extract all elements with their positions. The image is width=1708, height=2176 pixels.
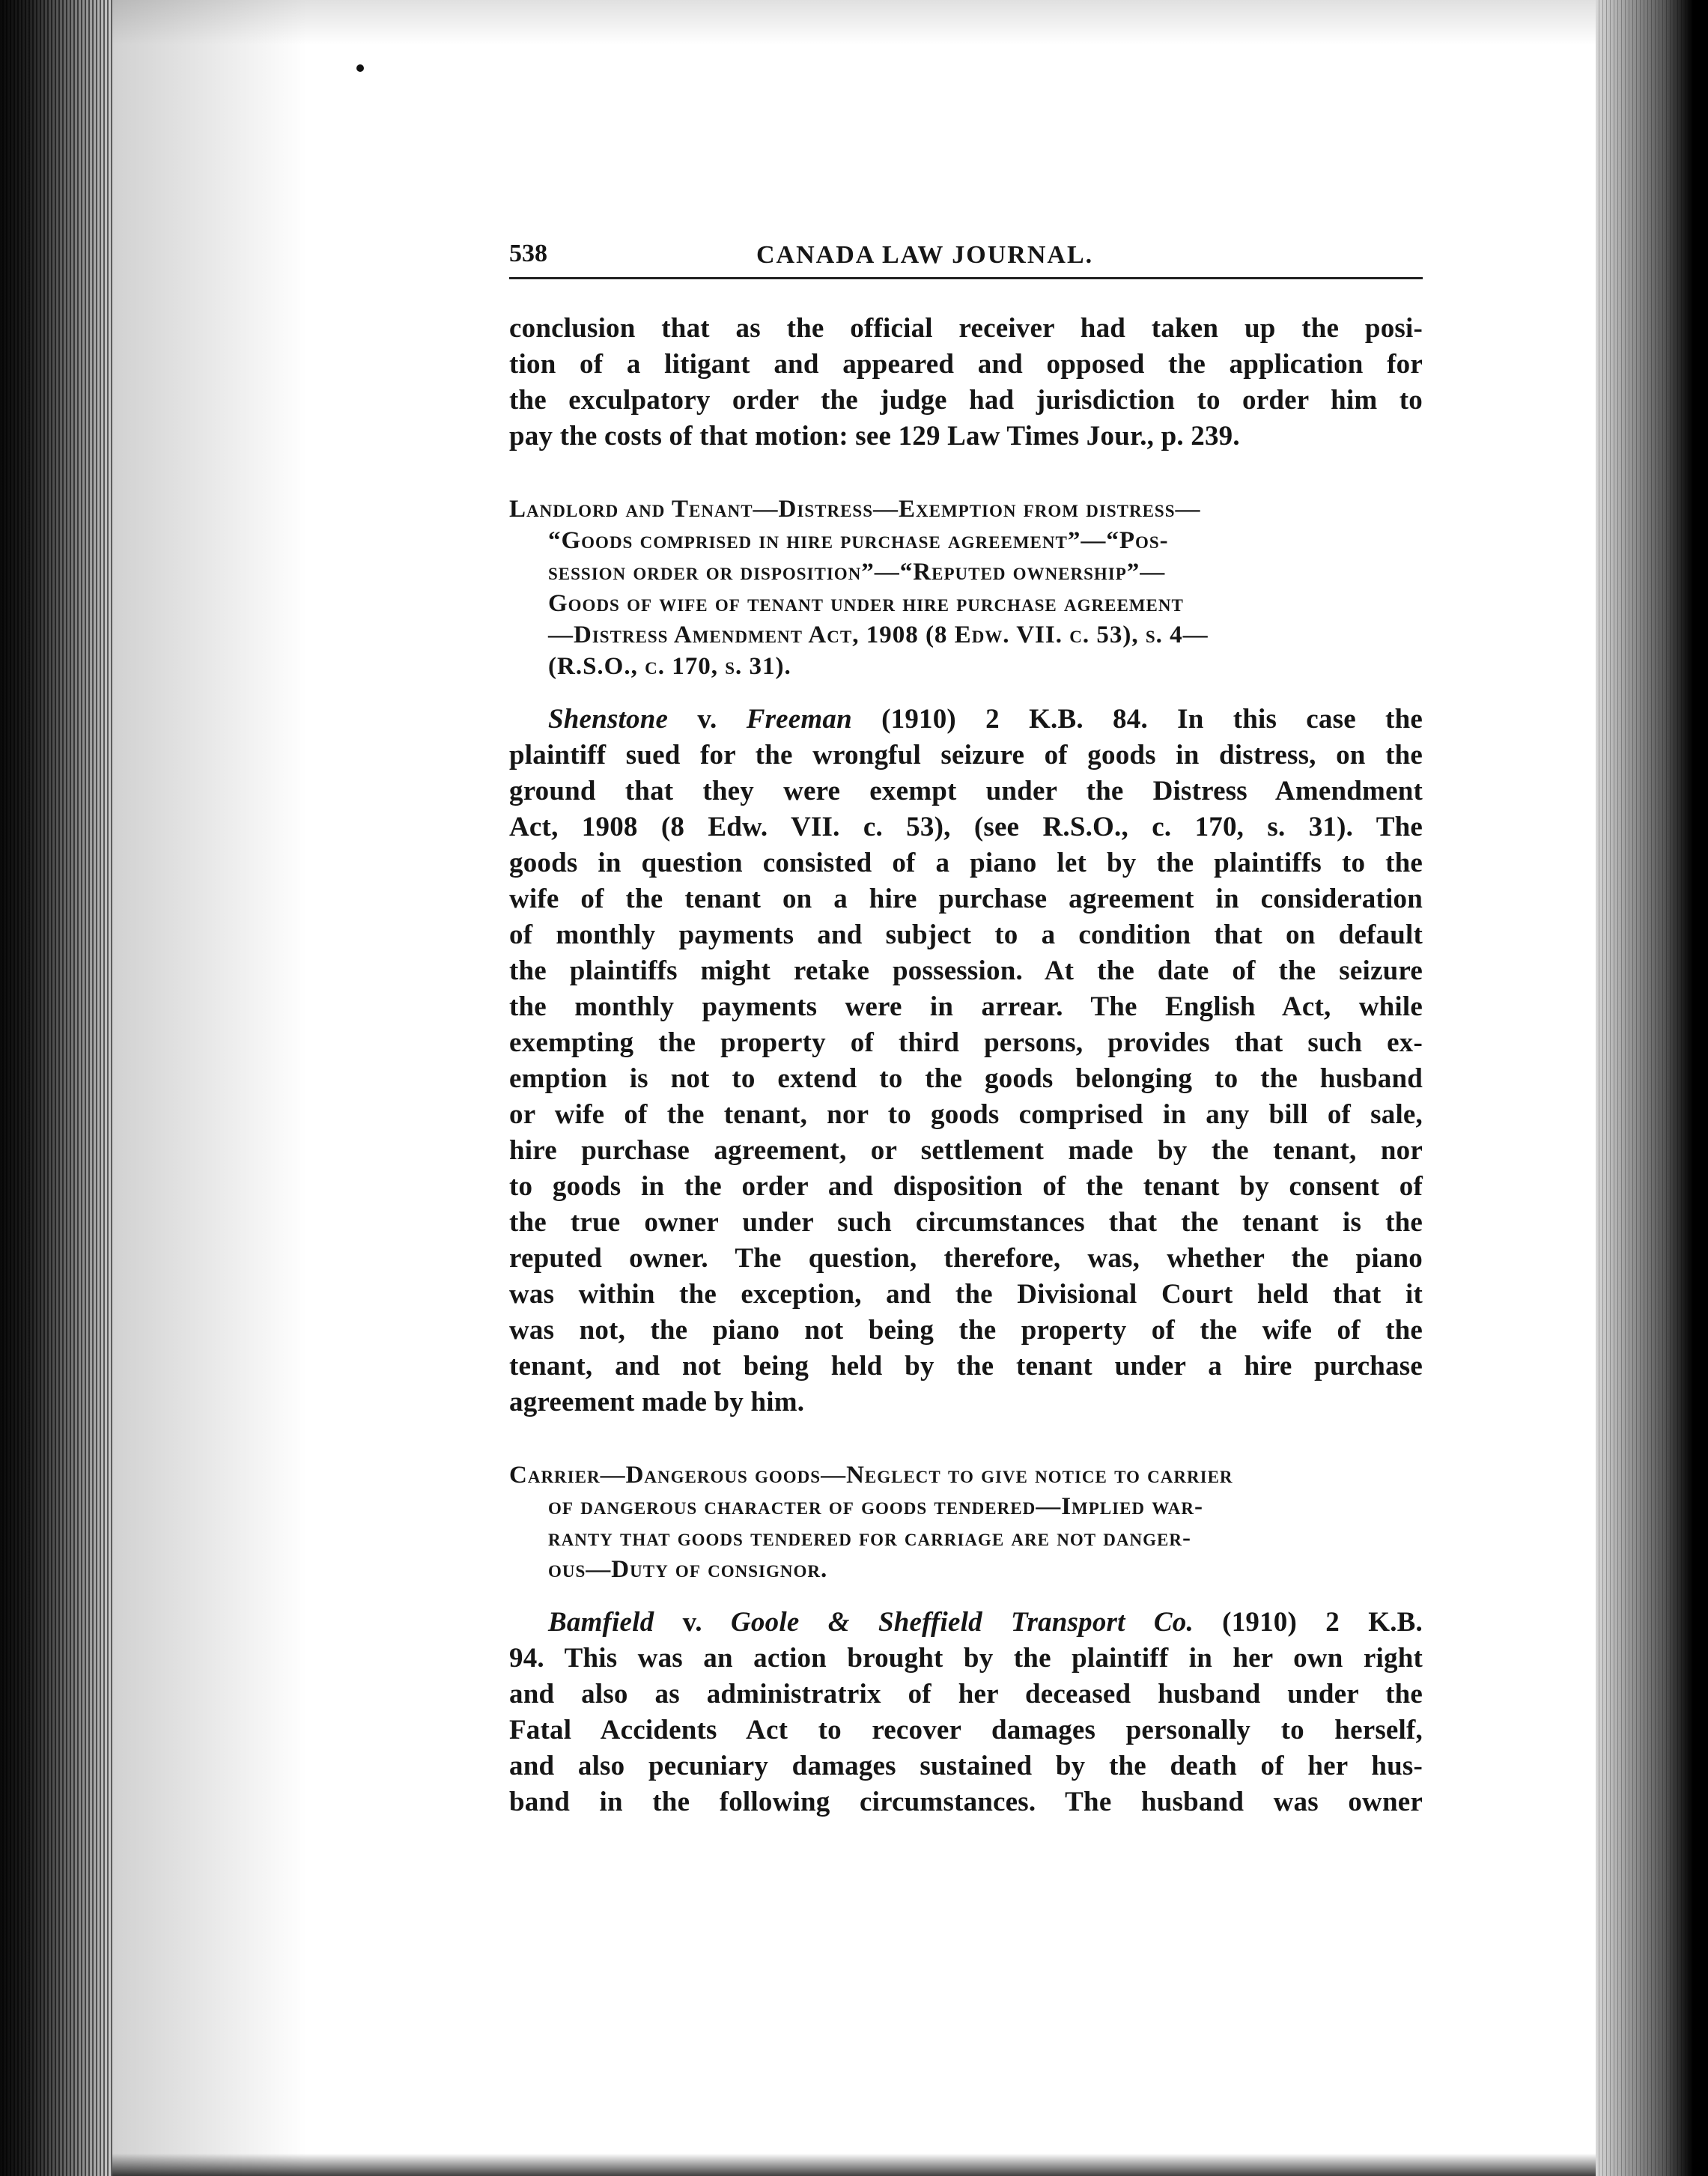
case-paragraph-shenstone [509, 702, 1423, 1420]
text-line: plaintiff sued for the wrongful seizure of goods in distress, on the [509, 740, 1423, 771]
text-line: or wife of the tenant, nor to goods comprised in any bill of sale, [509, 1099, 1423, 1130]
text-line: to goods in the order and disposition of the tenant by consent of [509, 1171, 1423, 1202]
text-line: agreement made by him. [509, 1387, 805, 1417]
text-line: tenant, and not being held by the tenant under a hire purchase [509, 1351, 1423, 1382]
headnote-line: Goods of wife of tenant under hire purchase agreement [548, 590, 1184, 617]
headnote-carrier [509, 1459, 1423, 1585]
headnote-line: ranty that goods tendered for carriage are not danger- [548, 1525, 1191, 1552]
headnote-line: ous—Duty of consignor. [548, 1556, 828, 1583]
case-citation: (1910) 2 K.B. 84. In this case the [851, 704, 1423, 735]
headnote-line: session order or disposition”—“Reputed ownership”— [548, 559, 1166, 586]
text-line: and also pecuniary damages sustained by the death of her hus- [509, 1751, 1423, 1781]
case-party: Freeman [746, 704, 852, 735]
text-line: ground that they were exempt under the Distress Amendment [509, 776, 1423, 806]
headnote-line: “Goods comprised in hire purchase agreement”—“Pos- [548, 527, 1169, 554]
scan-left-shadow [112, 0, 307, 2176]
text-line: the true owner under such circumstances that the tenant is the [509, 1207, 1423, 1238]
headnote-line: —Distress Amendment Act, 1908 (8 Edw. VII. c. 53), s. 4— [548, 622, 1209, 648]
case-paragraph-bamfield [509, 1605, 1423, 1820]
scan-left-edge [0, 0, 112, 2176]
text-line: emption is not to extend to the goods belonging to the husband [509, 1063, 1423, 1094]
text-line: of monthly payments and subject to a condition that on default [509, 920, 1423, 950]
text-line: wife of the tenant on a hire purchase agreement in consideration [509, 884, 1423, 914]
headnote-line: Carrier—Dangerous goods—Neglect to give notice to carrier [509, 1462, 1233, 1489]
text-line: hire purchase agreement, or settlement made by the tenant, nor [509, 1135, 1423, 1166]
case-versus: v. [668, 704, 747, 735]
text-line: 94. This was an action brought by the plaintiff in her own right [509, 1643, 1423, 1674]
scan-right-edge [1596, 0, 1708, 2176]
text-line: exempting the property of third persons, provides that such ex- [509, 1027, 1423, 1058]
journal-title: CANADA LAW JOURNAL. [756, 241, 1094, 269]
text-line: the plaintiffs might retake possession. At the date of the seizure [509, 955, 1423, 986]
text-line: tion of a litigant and appeared and opposed the application for [509, 349, 1423, 380]
continuation-paragraph [509, 311, 1423, 455]
text-line: Act, 1908 (8 Edw. VII. c. 53), (see R.S.O., c. 170, s. 31). The [509, 812, 1423, 842]
scan-bottom-edge [112, 2154, 1596, 2176]
case-first-line [509, 702, 1423, 738]
text-line: goods in question consisted of a piano let by the plaintiffs to the [509, 848, 1423, 878]
case-citation: (1910) 2 K.B. [1193, 1607, 1423, 1638]
headnote-landlord-tenant [509, 493, 1423, 682]
headnote-line: Landlord and Tenant—Distress—Exemption from distress— [509, 496, 1201, 523]
text-line: band in the following circumstances. The husband was owner [509, 1787, 1423, 1817]
case-versus: v. [654, 1607, 732, 1638]
case-first-line [509, 1605, 1423, 1641]
text-line: reputed owner. The question, therefore, was, whether the piano [509, 1243, 1423, 1274]
case-name: Bamfield [548, 1607, 654, 1638]
text-line: and also as administratrix of her deceased husband under the [509, 1679, 1423, 1710]
text-line: pay the costs of that motion: see 129 Law Times Jour., p. 239. [509, 421, 1240, 452]
journal-page [509, 240, 1423, 1820]
text-line: the exculpatory order the judge had jurisdiction to order him to [509, 385, 1423, 416]
case-name: Shenstone [548, 704, 669, 735]
case-party: Goole & Sheffield Transport Co. [731, 1607, 1194, 1638]
ink-dot [356, 64, 364, 72]
text-line: was within the exception, and the Divisional Court held that it [509, 1279, 1423, 1310]
text-line: was not, the piano not being the property of the wife of the [509, 1315, 1423, 1346]
headnote-line: (R.S.O., c. 170, s. 31). [548, 653, 791, 680]
running-head [509, 240, 1423, 279]
headnote-line: of dangerous character of goods tendered—Implied war- [548, 1493, 1203, 1520]
page-number: 538 [509, 240, 547, 267]
text-line: conclusion that as the official receiver had taken up the posi- [509, 313, 1423, 344]
scan-top-shadow [112, 0, 1596, 45]
text-line: Fatal Accidents Act to recover damages personally to herself, [509, 1715, 1423, 1745]
text-line: the monthly payments were in arrear. The English Act, while [509, 991, 1423, 1022]
